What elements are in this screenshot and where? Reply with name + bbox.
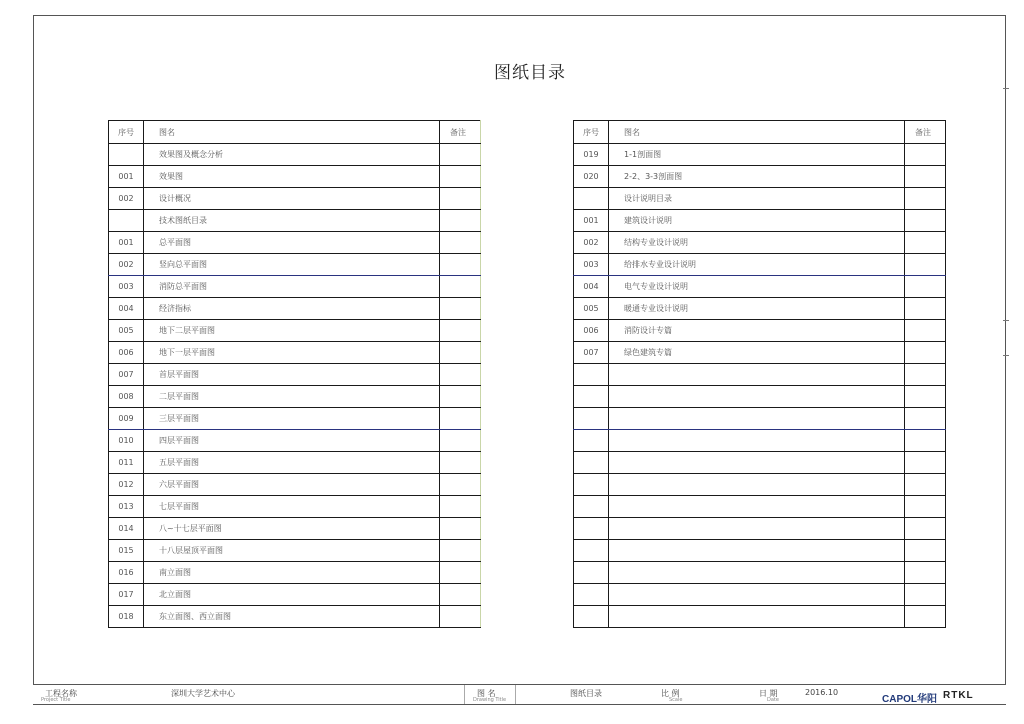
row-remark — [905, 474, 946, 496]
row-remark — [905, 606, 946, 628]
row-remark — [440, 474, 481, 496]
frame-tick-mark — [1003, 355, 1009, 356]
row-remark — [440, 518, 481, 540]
page-title: 图纸目录 — [494, 63, 566, 83]
date-label: 日 期 — [759, 689, 778, 698]
row-drawing-name: 八~十七层平面图 — [144, 518, 440, 540]
row-number — [574, 386, 609, 408]
row-drawing-name: 1-1剖面图 — [609, 144, 905, 166]
row-drawing-name: 技术图纸目录 — [144, 210, 440, 232]
table-row — [574, 298, 946, 320]
table-row — [109, 540, 481, 562]
table-row — [109, 430, 481, 452]
row-number — [574, 474, 609, 496]
row-remark — [905, 210, 946, 232]
row-number: 003 — [109, 276, 144, 298]
row-drawing-name — [609, 606, 905, 628]
row-drawing-name — [609, 518, 905, 540]
table-row — [109, 298, 481, 320]
row-remark — [905, 540, 946, 562]
row-remark — [440, 386, 481, 408]
row-drawing-name: 绿色建筑专篇 — [609, 342, 905, 364]
row-number: 002 — [109, 254, 144, 276]
drawing-index-table-right — [573, 120, 946, 628]
row-remark — [905, 430, 946, 452]
row-number — [574, 540, 609, 562]
row-remark — [905, 166, 946, 188]
row-remark — [440, 188, 481, 210]
row-drawing-name — [609, 364, 905, 386]
row-drawing-name — [609, 408, 905, 430]
rtkl-logo: RTKL — [943, 690, 974, 701]
row-drawing-name — [609, 562, 905, 584]
column-header-remark: 备注 — [440, 121, 481, 144]
row-drawing-name: 电气专业设计说明 — [609, 276, 905, 298]
row-drawing-name: 设计概况 — [144, 188, 440, 210]
table-row — [574, 144, 946, 166]
row-number — [574, 408, 609, 430]
row-remark — [905, 144, 946, 166]
table-row — [109, 342, 481, 364]
table-row — [109, 320, 481, 342]
row-drawing-name — [609, 474, 905, 496]
row-number — [109, 210, 144, 232]
row-number: 001 — [574, 210, 609, 232]
row-number: 013 — [109, 496, 144, 518]
table-row — [109, 408, 481, 430]
row-number — [574, 584, 609, 606]
row-drawing-name: 南立面图 — [144, 562, 440, 584]
frame-tick-mark — [1003, 320, 1009, 321]
table-row — [109, 452, 481, 474]
row-remark — [905, 364, 946, 386]
row-number: 012 — [109, 474, 144, 496]
row-remark — [905, 584, 946, 606]
row-remark — [440, 276, 481, 298]
drawing-title-label-en: Drawing Title — [473, 697, 507, 703]
row-drawing-name — [609, 430, 905, 452]
row-drawing-name — [609, 540, 905, 562]
title-block — [33, 685, 1006, 705]
row-remark — [905, 298, 946, 320]
row-remark — [440, 210, 481, 232]
table-row — [109, 232, 481, 254]
row-number: 001 — [109, 232, 144, 254]
column-header-no: 序号 — [574, 121, 609, 144]
row-number: 018 — [109, 606, 144, 628]
row-drawing-name — [609, 386, 905, 408]
row-remark — [440, 562, 481, 584]
row-drawing-name: 消防设计专篇 — [609, 320, 905, 342]
row-number — [574, 606, 609, 628]
table-row — [574, 276, 946, 298]
drawing-title-label: 图 名 — [477, 689, 496, 698]
row-remark — [440, 144, 481, 166]
table-row — [109, 496, 481, 518]
row-number — [574, 188, 609, 210]
table-row — [109, 254, 481, 276]
row-remark — [440, 342, 481, 364]
row-remark — [440, 254, 481, 276]
row-number — [574, 562, 609, 584]
row-remark — [440, 320, 481, 342]
table-row — [574, 518, 946, 540]
table-row — [574, 540, 946, 562]
table-row — [574, 342, 946, 364]
row-number: 010 — [109, 430, 144, 452]
row-number: 011 — [109, 452, 144, 474]
table-row — [574, 474, 946, 496]
row-drawing-name: 建筑设计说明 — [609, 210, 905, 232]
row-drawing-name: 十八层屋顶平面图 — [144, 540, 440, 562]
row-drawing-name: 结构专业设计说明 — [609, 232, 905, 254]
table-row — [109, 276, 481, 298]
row-drawing-name — [609, 496, 905, 518]
row-remark — [440, 496, 481, 518]
row-remark — [905, 386, 946, 408]
project-title-label: 工程名称 — [45, 689, 77, 698]
table-row — [574, 364, 946, 386]
row-number: 003 — [574, 254, 609, 276]
table-row — [574, 606, 946, 628]
row-drawing-name: 地下二层平面图 — [144, 320, 440, 342]
row-remark — [440, 232, 481, 254]
row-drawing-name: 总平面图 — [144, 232, 440, 254]
row-remark — [905, 408, 946, 430]
row-drawing-name: 经济指标 — [144, 298, 440, 320]
table-row — [574, 430, 946, 452]
table-header-row — [574, 121, 946, 144]
row-drawing-name — [609, 584, 905, 606]
project-title-value: 深圳大学艺术中心 — [171, 689, 235, 698]
scale-label-en: Scale — [669, 697, 683, 703]
table-row — [574, 584, 946, 606]
table-row — [109, 518, 481, 540]
row-remark — [905, 320, 946, 342]
row-number: 005 — [574, 298, 609, 320]
row-number: 001 — [109, 166, 144, 188]
row-number: 002 — [109, 188, 144, 210]
row-number — [574, 452, 609, 474]
row-drawing-name: 二层平面图 — [144, 386, 440, 408]
row-remark — [905, 518, 946, 540]
row-drawing-name: 六层平面图 — [144, 474, 440, 496]
title-block-bottom-line — [33, 704, 1006, 705]
table-row — [574, 232, 946, 254]
row-number: 005 — [109, 320, 144, 342]
table-row — [574, 166, 946, 188]
row-number: 016 — [109, 562, 144, 584]
scale-label: 比 例 — [661, 689, 680, 698]
row-number — [574, 430, 609, 452]
table-row — [574, 210, 946, 232]
row-remark — [905, 254, 946, 276]
row-number — [109, 144, 144, 166]
column-header-name: 图名 — [144, 121, 440, 144]
row-drawing-name: 给排水专业设计说明 — [609, 254, 905, 276]
row-number: 009 — [109, 408, 144, 430]
row-drawing-name: 三层平面图 — [144, 408, 440, 430]
row-drawing-name: 2-2、3-3剖面图 — [609, 166, 905, 188]
row-drawing-name — [609, 452, 905, 474]
row-number: 004 — [574, 276, 609, 298]
row-drawing-name: 设计说明目录 — [609, 188, 905, 210]
row-drawing-name: 暖通专业设计说明 — [609, 298, 905, 320]
row-remark — [905, 562, 946, 584]
row-remark — [440, 430, 481, 452]
table-row — [109, 386, 481, 408]
row-remark — [440, 606, 481, 628]
row-number: 015 — [109, 540, 144, 562]
table-row — [574, 452, 946, 474]
table-row — [574, 496, 946, 518]
drawing-index-table-left — [108, 120, 481, 628]
row-drawing-name: 效果图 — [144, 166, 440, 188]
row-drawing-name: 首层平面图 — [144, 364, 440, 386]
table-row — [574, 254, 946, 276]
table-row — [109, 562, 481, 584]
row-number: 006 — [574, 320, 609, 342]
table-row — [574, 408, 946, 430]
row-drawing-name: 竖向总平面图 — [144, 254, 440, 276]
row-remark — [905, 452, 946, 474]
row-number: 004 — [109, 298, 144, 320]
table-row — [109, 364, 481, 386]
row-drawing-name: 五层平面图 — [144, 452, 440, 474]
date-label-en: Date — [767, 697, 779, 703]
frame-tick-mark — [1003, 88, 1009, 89]
date-value: 2016.10 — [805, 688, 839, 697]
title-block-divider — [464, 685, 465, 704]
row-drawing-name: 四层平面图 — [144, 430, 440, 452]
table-row — [109, 166, 481, 188]
row-remark — [905, 496, 946, 518]
row-number: 008 — [109, 386, 144, 408]
table-header-row — [109, 121, 481, 144]
drawing-title-value: 图纸目录 — [570, 689, 602, 698]
table-row — [574, 188, 946, 210]
table-row — [574, 562, 946, 584]
row-number: 006 — [109, 342, 144, 364]
row-number: 007 — [109, 364, 144, 386]
row-remark — [440, 452, 481, 474]
title-block-divider — [515, 685, 516, 704]
row-drawing-name: 七层平面图 — [144, 496, 440, 518]
row-remark — [905, 342, 946, 364]
table-row — [109, 584, 481, 606]
row-number: 017 — [109, 584, 144, 606]
row-remark — [440, 166, 481, 188]
table-row — [109, 188, 481, 210]
row-remark — [440, 540, 481, 562]
row-drawing-name: 消防总平面图 — [144, 276, 440, 298]
project-title-label-en: Project Title — [41, 697, 71, 703]
table-row — [109, 144, 481, 166]
row-remark — [440, 364, 481, 386]
row-number — [574, 518, 609, 540]
row-number: 019 — [574, 144, 609, 166]
row-remark — [905, 188, 946, 210]
row-number — [574, 496, 609, 518]
row-remark — [440, 298, 481, 320]
capol-logo: CAPOL华阳 — [882, 694, 937, 705]
table-row — [574, 320, 946, 342]
row-number — [574, 364, 609, 386]
table-row — [574, 386, 946, 408]
column-header-no: 序号 — [109, 121, 144, 144]
column-header-name: 图名 — [609, 121, 905, 144]
row-number: 007 — [574, 342, 609, 364]
row-drawing-name: 北立面图 — [144, 584, 440, 606]
row-remark — [440, 408, 481, 430]
row-number: 002 — [574, 232, 609, 254]
row-drawing-name: 地下一层平面图 — [144, 342, 440, 364]
row-drawing-name: 东立面图、西立面图 — [144, 606, 440, 628]
row-remark — [905, 232, 946, 254]
row-remark — [440, 584, 481, 606]
row-number: 020 — [574, 166, 609, 188]
table-row — [109, 606, 481, 628]
table-row — [109, 474, 481, 496]
row-drawing-name: 效果图及概念分析 — [144, 144, 440, 166]
row-remark — [905, 276, 946, 298]
column-header-remark: 备注 — [905, 121, 946, 144]
row-number: 014 — [109, 518, 144, 540]
table-row — [109, 210, 481, 232]
